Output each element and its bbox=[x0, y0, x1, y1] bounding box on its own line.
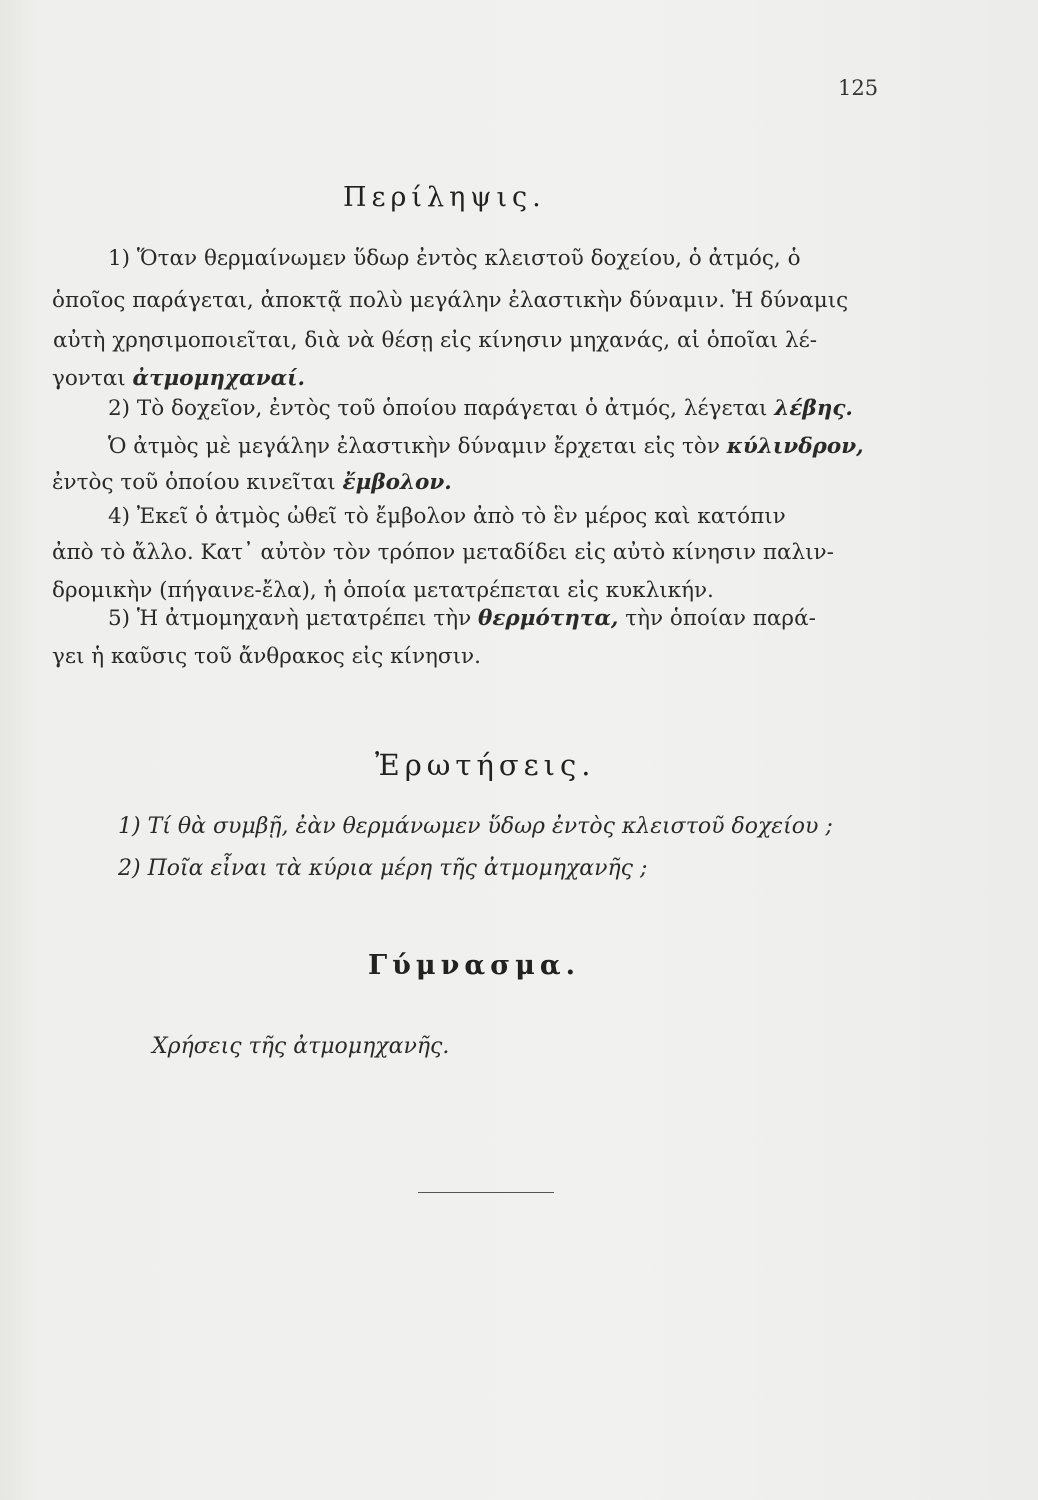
line-text: Ὁ ἀτμὸς μὲ μεγάλην ἐλαστικὴν δύναμιν ἔρχεται εἰς τὸν bbox=[108, 434, 727, 459]
summary-line bbox=[108, 504, 786, 529]
page-number: 125 bbox=[838, 76, 879, 100]
summary-line bbox=[52, 578, 714, 603]
emphasis-term: ἔμβολον. bbox=[342, 470, 452, 495]
summary-line bbox=[53, 328, 817, 353]
question-item: 1) Τί θὰ συμβῇ, ἐὰν θερμάνωμεν ὕδωρ ἐντὸς κλειστοῦ δοχείου ; bbox=[118, 814, 833, 839]
summary-line bbox=[108, 246, 801, 271]
emphasis-term: θερμότητα, bbox=[478, 606, 619, 631]
summary-line bbox=[52, 288, 848, 313]
line-text: 5) Ἡ ἀτμομηχανὴ μετατρέπει τὴν bbox=[108, 606, 478, 631]
emphasis-term: κύλινδρον, bbox=[726, 434, 864, 459]
emphasis-term: λέβης. bbox=[774, 396, 853, 421]
line-text: τὴν ὁποίαν παρά- bbox=[618, 606, 816, 631]
summary-line bbox=[52, 644, 481, 669]
summary-line bbox=[108, 434, 864, 459]
summary-line bbox=[52, 540, 834, 565]
line-text: 4) Ἐκεῖ ὁ ἀτμὸς ὠθεῖ τὸ ἔμβολον ἀπὸ τὸ ἓν μέρος καὶ κατόπιν bbox=[108, 504, 786, 529]
end-separator bbox=[418, 1192, 554, 1193]
line-text: γει ἡ καῦσις τοῦ ἄνθρακος εἰς κίνησιν. bbox=[52, 644, 481, 669]
exercise-heading: Γύμνασμα. bbox=[368, 950, 581, 981]
question-item: 2) Ποῖα εἶναι τὰ κύρια μέρη τῆς ἀτμομηχανῆς ; bbox=[118, 856, 648, 881]
summary-line bbox=[52, 366, 305, 391]
line-text: ἐντὸς τοῦ ὁποίου κινεῖται bbox=[52, 470, 343, 495]
exercise-text: Χρήσεις τῆς ἀτμομηχανῆς. bbox=[152, 1034, 450, 1059]
summary-line bbox=[52, 470, 452, 495]
summary-heading: Περίληψις. bbox=[343, 182, 546, 213]
line-text: ἀπὸ τὸ ἄλλο. Κατ᾽ αὐτὸν τὸν τρόπον μεταδίδει εἰς αὐτὸ κίνησιν παλιν- bbox=[52, 540, 834, 565]
line-text: 1) Ὅταν θερμαίνωμεν ὕδωρ ἐντὸς κλειστοῦ δοχείου, ὁ ἀτμός, ὁ bbox=[108, 246, 801, 271]
line-text: αὐτὴ χρησιμοποιεῖται, διὰ νὰ θέσῃ εἰς κίνησιν μηχανάς, αἱ ὁποῖαι λέ- bbox=[53, 328, 817, 353]
line-text: ὁποῖος παράγεται, ἀποκτᾷ πολὺ μεγάλην ἐλαστικὴν δύναμιν. Ἡ δύναμις bbox=[52, 288, 849, 313]
emphasis-term: ἀτμομηχαναί. bbox=[132, 366, 306, 391]
line-text: δρομικὴν (πήγαινε-ἔλα), ἡ ὁποία μετατρέπεται εἰς κυκλικήν. bbox=[52, 578, 714, 603]
summary-line bbox=[108, 396, 853, 421]
line-text: γονται bbox=[52, 366, 133, 391]
line-text: 2) Τὸ δοχεῖον, ἐντὸς τοῦ ὁποίου παράγεται ὁ ἀτμός, λέγεται bbox=[108, 396, 775, 421]
questions-heading: Ἐρωτήσεις. bbox=[375, 748, 596, 782]
summary-line bbox=[108, 606, 816, 631]
